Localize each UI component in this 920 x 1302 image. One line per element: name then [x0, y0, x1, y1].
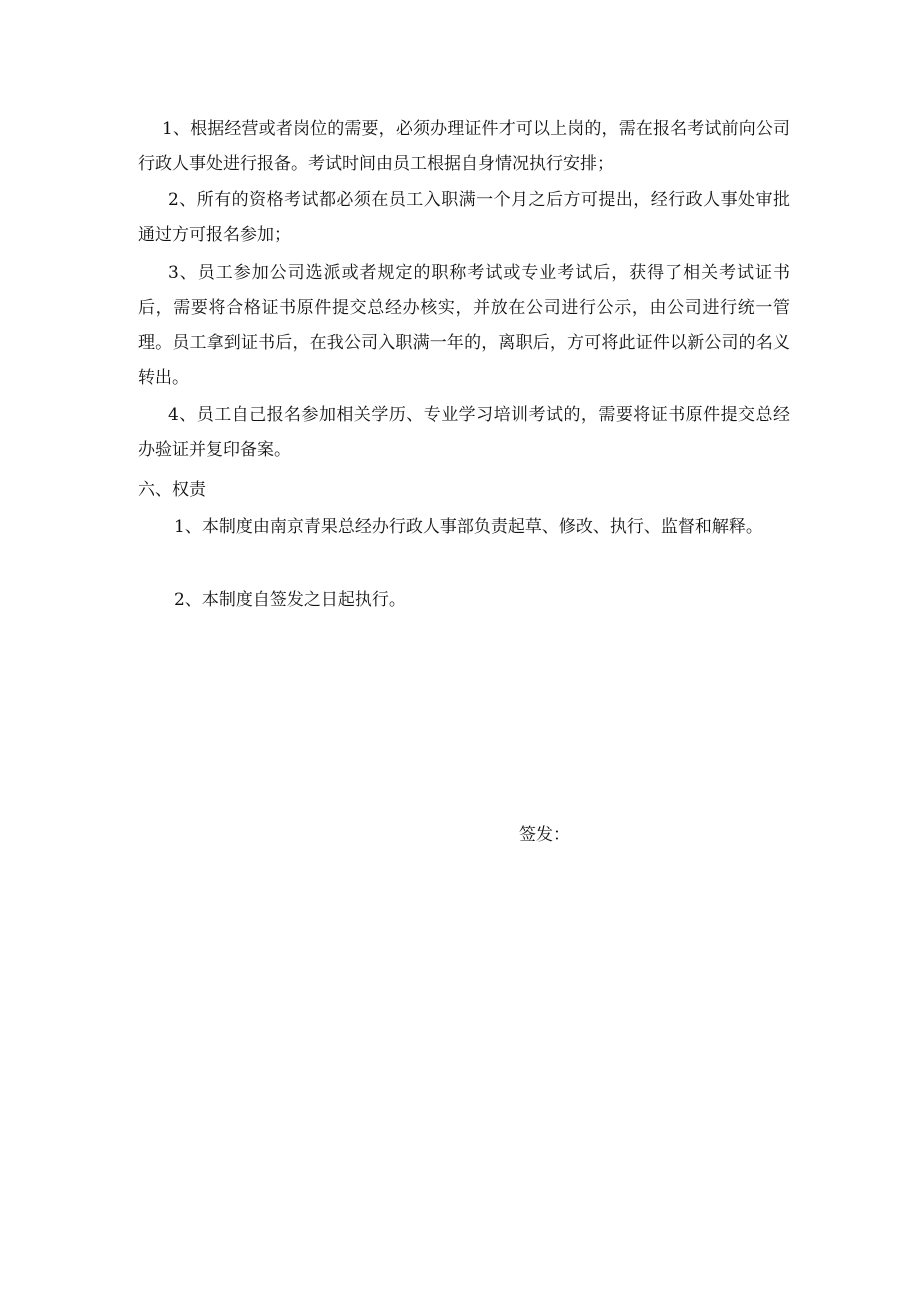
paragraph-1: 1、根据经营或者岗位的需要，必须办理证件才可以上岗的，需在报名考试前向公司行政人事处进行报备。考试时间由员工根据自身情况执行安排；: [138, 119, 790, 174]
paragraph-3: 3、员工参加公司选派或者规定的职称考试或专业考试后，获得了相关考试证书后，需要将合格证书原件提交总经办核实，并放在公司进行公示，由公司进行统一管理。员工拿到证书后，在我公司入职满一年的，离职后，方可将此证件以新公司的名义转出。: [138, 263, 790, 388]
section-heading: 六、权责: [138, 480, 206, 500]
section-paragraph-2: 2、本制度自签发之日起执行。: [174, 590, 406, 610]
section-paragraph-1: 1、本制度由南京青果总经办行政人事部负责起草、修改、执行、监督和解释。: [174, 517, 763, 537]
signature-label: 签发：: [519, 825, 570, 845]
paragraph-2: 2、所有的资格考试都必须在员工入职满一个月之后方可提出，经行政人事处审批通过方可报名参加；: [138, 190, 790, 245]
paragraph-4: 4、员工自己报名参加相关学历、专业学习培训考试的，需要将证书原件提交总经办验证并复印备案。: [138, 405, 790, 460]
